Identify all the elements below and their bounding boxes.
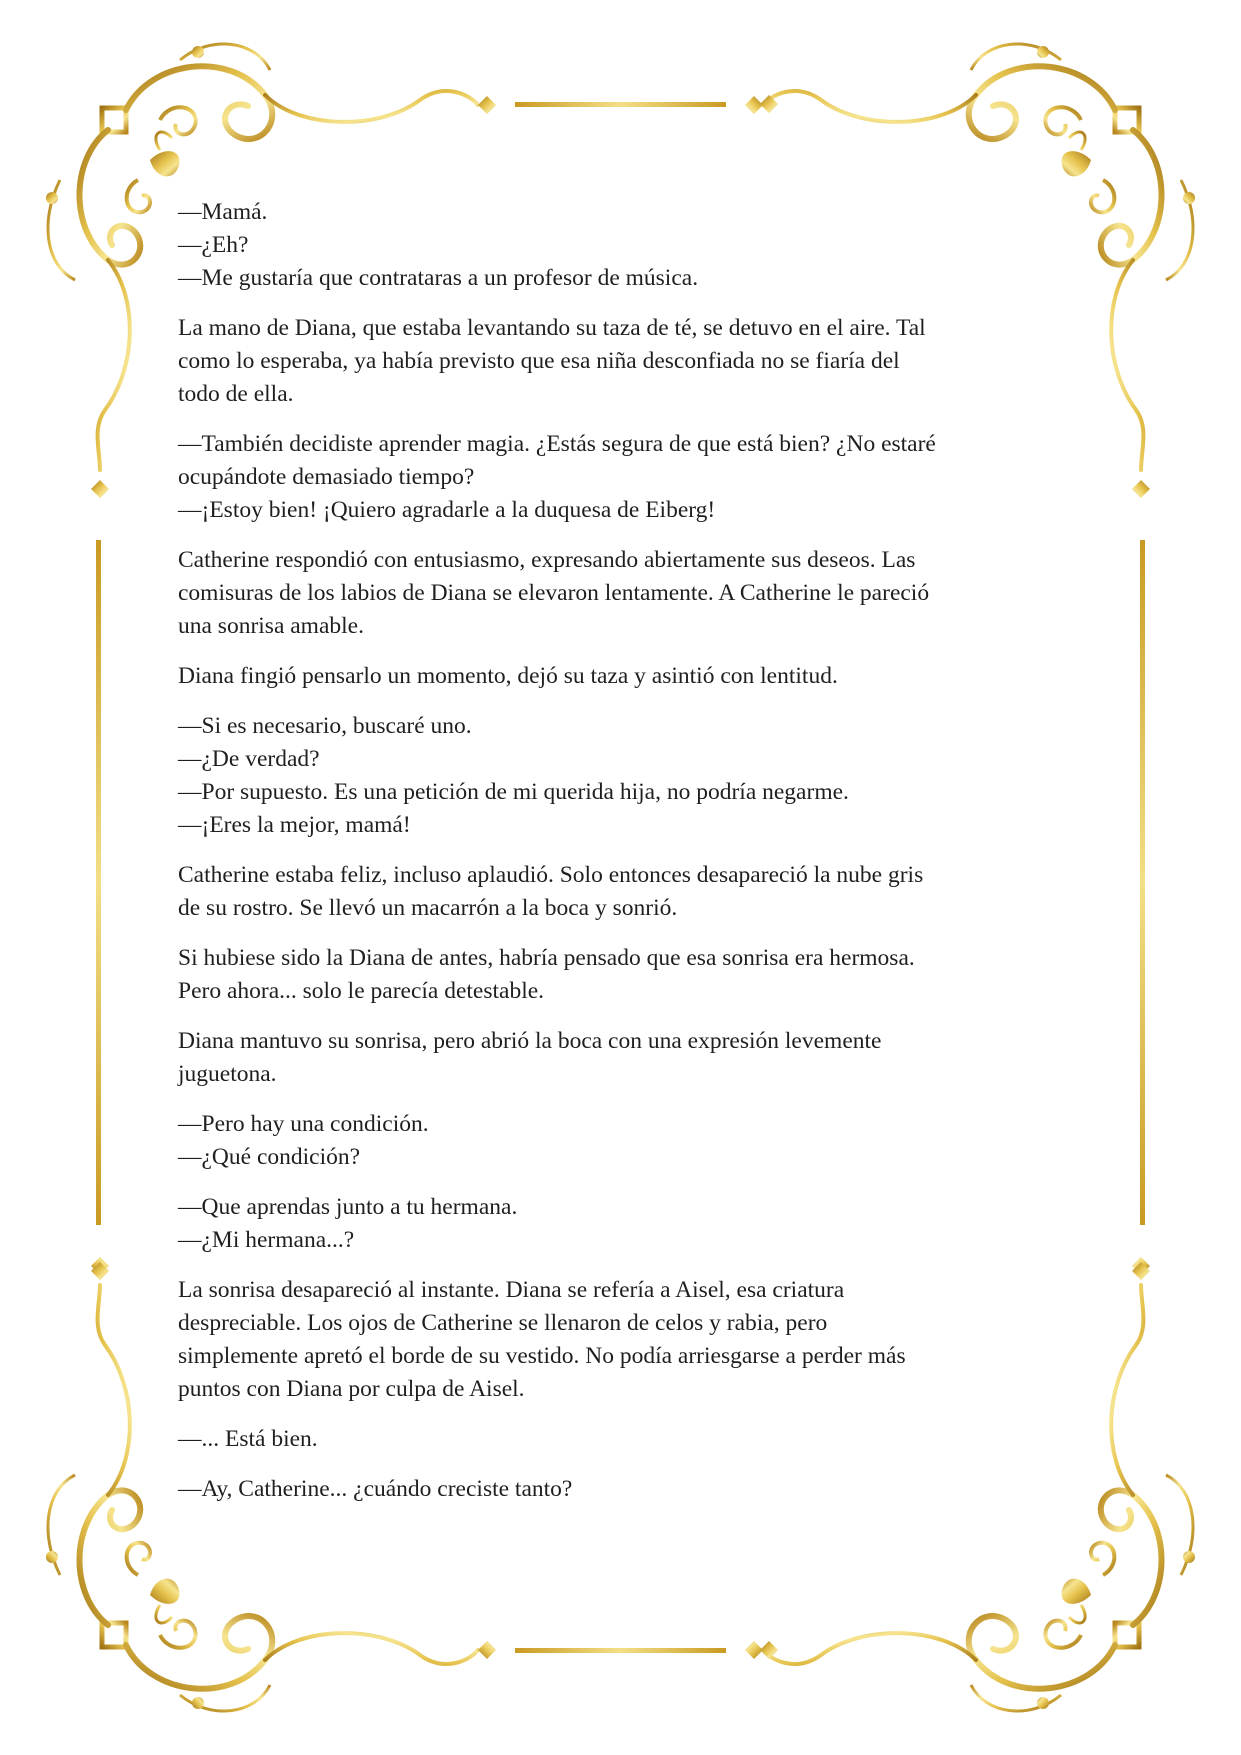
text-line: Diana mantuvo su sonrisa, pero abrió la boca con una expresión levemente: [178, 1028, 882, 1054]
dialogue-block: [178, 1191, 1068, 1257]
text-line: una sonrisa amable.: [178, 613, 364, 639]
dialogue-block: [178, 1423, 1068, 1456]
text-line: Catherine respondió con entusiasmo, expresando abiertamente sus deseos. Las: [178, 547, 916, 573]
dialogue-line: —Que aprendas junto a tu hermana.: [178, 1194, 518, 1220]
narration-paragraph: [178, 312, 1068, 411]
dialogue-block: [178, 710, 1068, 842]
text-line: Pero ahora... solo le parecía detestable.: [178, 978, 545, 1004]
top-border-line: [515, 102, 726, 107]
narration-paragraph: [178, 859, 1068, 925]
text-line: Si hubiese sido la Diana de antes, habría pensado que esa sonrisa era hermosa.: [178, 945, 915, 971]
text-line: despreciable. Los ojos de Catherine se llenaron de celos y rabia, pero: [178, 1310, 828, 1336]
dialogue-line: —¡Eres la mejor, mamá!: [178, 812, 411, 838]
dialogue-line: —¿Qué condición?: [178, 1144, 361, 1170]
page-body: [178, 196, 1068, 1523]
dialogue-line: —¿Eh?: [178, 232, 249, 258]
dialogue-line: —... Está bien.: [178, 1426, 318, 1452]
text-line: de su rostro. Se llevó un macarrón a la boca y sonrió.: [178, 895, 678, 921]
dialogue-block: [178, 428, 1068, 527]
dialogue-line: —¡Estoy bien! ¡Quiero agradarle a la duquesa de Eiberg!: [178, 497, 716, 523]
dialogue-block: [178, 196, 1068, 295]
narration-paragraph: [178, 1025, 1068, 1091]
text-line: Catherine estaba feliz, incluso aplaudió. Solo entonces desapareció la nube gris: [178, 862, 924, 888]
bottom-border-line: [515, 1648, 726, 1653]
dialogue-line: —Si es necesario, buscaré uno.: [178, 713, 472, 739]
text-line: puntos con Diana por culpa de Aisel.: [178, 1376, 525, 1402]
right-border-line: [1140, 540, 1145, 1225]
dialogue-block: [178, 1473, 1068, 1506]
text-line: La mano de Diana, que estaba levantando su taza de té, se detuvo en el aire. Tal: [178, 315, 926, 341]
narration-paragraph: [178, 942, 1068, 1008]
text-line: como lo esperaba, ya había previsto que esa niña desconfiada no se fiaría del: [178, 348, 900, 374]
dialogue-line: —¿De verdad?: [178, 746, 320, 772]
dialogue-line: —También decidiste aprender magia. ¿Estás segura de que está bien? ¿No estaré: [178, 431, 936, 457]
text-line: La sonrisa desapareció al instante. Diana se refería a Aisel, esa criatura: [178, 1277, 845, 1303]
dialogue-line: ocupándote demasiado tiempo?: [178, 464, 475, 490]
dialogue-line: —Ay, Catherine... ¿cuándo creciste tanto?: [178, 1476, 573, 1502]
dialogue-block: [178, 1108, 1068, 1174]
dialogue-line: —Me gustaría que contrataras a un profesor de música.: [178, 265, 699, 291]
text-line: Diana fingió pensarlo un momento, dejó su taza y asintió con lentitud.: [178, 663, 838, 689]
narration-paragraph: [178, 1274, 1068, 1406]
dialogue-line: —Pero hay una condición.: [178, 1111, 429, 1137]
text-line: todo de ella.: [178, 381, 294, 407]
dialogue-line: —¿Mi hermana...?: [178, 1227, 355, 1253]
text-line: juguetona.: [178, 1061, 277, 1087]
narration-paragraph: [178, 544, 1068, 643]
text-line: simplemente apretó el borde de su vestido. No podía arriesgarse a perder más: [178, 1343, 906, 1369]
dialogue-line: —Por supuesto. Es una petición de mi querida hija, no podría negarme.: [178, 779, 849, 805]
left-border-line: [96, 540, 101, 1225]
dialogue-line: —Mamá.: [178, 199, 268, 225]
narration-paragraph: [178, 660, 1068, 693]
text-line: comisuras de los labios de Diana se elevaron lentamente. A Catherine le pareció: [178, 580, 930, 606]
